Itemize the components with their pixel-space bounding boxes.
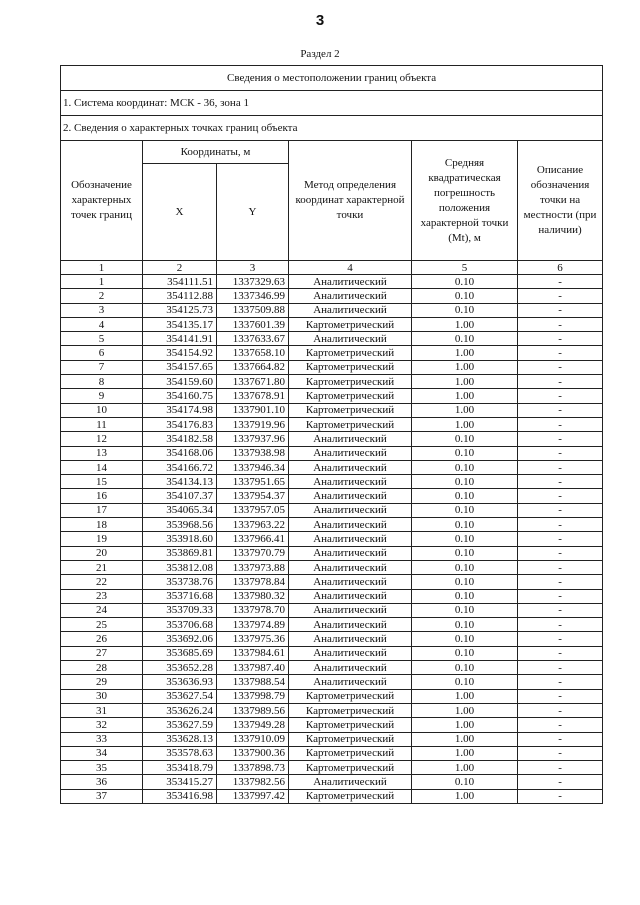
description-cell: - bbox=[518, 618, 603, 632]
x-coord-cell: 353918.60 bbox=[143, 532, 217, 546]
table-row bbox=[61, 761, 603, 775]
table-title: Сведения о местоположении границ объекта bbox=[61, 66, 603, 91]
error-cell: 1.00 bbox=[412, 389, 518, 403]
description-cell: - bbox=[518, 646, 603, 660]
x-coord-cell: 354176.83 bbox=[143, 417, 217, 431]
point-id-cell: 12 bbox=[61, 432, 143, 446]
table-row bbox=[61, 589, 603, 603]
point-id-cell: 34 bbox=[61, 746, 143, 760]
method-cell: Картометрический bbox=[289, 689, 412, 703]
table-row bbox=[61, 489, 603, 503]
point-id-cell: 4 bbox=[61, 317, 143, 331]
error-cell: 1.00 bbox=[412, 746, 518, 760]
point-id-cell: 16 bbox=[61, 489, 143, 503]
x-coord-cell: 353418.79 bbox=[143, 761, 217, 775]
description-cell: - bbox=[518, 389, 603, 403]
y-coord-cell: 1337601.39 bbox=[217, 317, 289, 331]
header-method: Метод определения координат характерной точки bbox=[289, 141, 412, 261]
x-coord-cell: 354141.91 bbox=[143, 332, 217, 346]
y-coord-cell: 1337346.99 bbox=[217, 289, 289, 303]
description-cell: - bbox=[518, 718, 603, 732]
method-cell: Картометрический bbox=[289, 703, 412, 717]
table-row bbox=[61, 575, 603, 589]
y-coord-cell: 1337949.28 bbox=[217, 718, 289, 732]
x-coord-cell: 353706.68 bbox=[143, 618, 217, 632]
error-cell: 1.00 bbox=[412, 761, 518, 775]
point-id-cell: 33 bbox=[61, 732, 143, 746]
error-cell: 1.00 bbox=[412, 417, 518, 431]
description-cell: - bbox=[518, 661, 603, 675]
table-row bbox=[61, 432, 603, 446]
method-cell: Картометрический bbox=[289, 360, 412, 374]
point-id-cell: 14 bbox=[61, 460, 143, 474]
x-coord-cell: 354174.98 bbox=[143, 403, 217, 417]
y-coord-cell: 1337938.98 bbox=[217, 446, 289, 460]
column-number: 5 bbox=[412, 261, 518, 275]
method-cell: Аналитический bbox=[289, 303, 412, 317]
coord-system-row bbox=[61, 91, 603, 116]
error-cell: 1.00 bbox=[412, 689, 518, 703]
point-id-cell: 6 bbox=[61, 346, 143, 360]
point-id-cell: 28 bbox=[61, 661, 143, 675]
method-cell: Картометрический bbox=[289, 317, 412, 331]
x-coord-cell: 354125.73 bbox=[143, 303, 217, 317]
description-cell: - bbox=[518, 475, 603, 489]
table-row bbox=[61, 289, 603, 303]
y-coord-cell: 1337970.79 bbox=[217, 546, 289, 560]
table-row bbox=[61, 703, 603, 717]
x-coord-cell: 354065.34 bbox=[143, 503, 217, 517]
point-id-cell: 2 bbox=[61, 289, 143, 303]
error-cell: 0.10 bbox=[412, 489, 518, 503]
error-cell: 1.00 bbox=[412, 317, 518, 331]
table-row bbox=[61, 460, 603, 474]
description-cell: - bbox=[518, 775, 603, 789]
table-row bbox=[61, 317, 603, 331]
point-id-cell: 35 bbox=[61, 761, 143, 775]
error-cell: 0.10 bbox=[412, 775, 518, 789]
error-cell: 0.10 bbox=[412, 303, 518, 317]
error-cell: 0.10 bbox=[412, 475, 518, 489]
y-coord-cell: 1337910.09 bbox=[217, 732, 289, 746]
description-cell: - bbox=[518, 518, 603, 532]
method-cell: Аналитический bbox=[289, 603, 412, 617]
y-coord-cell: 1337946.34 bbox=[217, 460, 289, 474]
y-coord-cell: 1337633.67 bbox=[217, 332, 289, 346]
y-coord-cell: 1337329.63 bbox=[217, 275, 289, 289]
points-caption-row bbox=[61, 116, 603, 141]
table-row bbox=[61, 732, 603, 746]
table-row bbox=[61, 475, 603, 489]
description-cell: - bbox=[518, 761, 603, 775]
table-row bbox=[61, 618, 603, 632]
point-id-cell: 27 bbox=[61, 646, 143, 660]
x-coord-cell: 353968.56 bbox=[143, 518, 217, 532]
y-coord-cell: 1337966.41 bbox=[217, 532, 289, 546]
description-cell: - bbox=[518, 675, 603, 689]
error-cell: 1.00 bbox=[412, 360, 518, 374]
method-cell: Аналитический bbox=[289, 661, 412, 675]
description-cell: - bbox=[518, 303, 603, 317]
header-coords: Координаты, м bbox=[143, 141, 289, 164]
point-id-cell: 30 bbox=[61, 689, 143, 703]
x-coord-cell: 354160.75 bbox=[143, 389, 217, 403]
table-row bbox=[61, 646, 603, 660]
error-cell: 0.10 bbox=[412, 575, 518, 589]
method-cell: Аналитический bbox=[289, 503, 412, 517]
point-id-cell: 3 bbox=[61, 303, 143, 317]
point-id-cell: 18 bbox=[61, 518, 143, 532]
method-cell: Аналитический bbox=[289, 489, 412, 503]
x-coord-cell: 354168.06 bbox=[143, 446, 217, 460]
table-row bbox=[61, 632, 603, 646]
table-row bbox=[61, 746, 603, 760]
method-cell: Аналитический bbox=[289, 289, 412, 303]
table-row bbox=[61, 503, 603, 517]
error-cell: 0.10 bbox=[412, 460, 518, 474]
table-row bbox=[61, 446, 603, 460]
x-coord-cell: 353738.76 bbox=[143, 575, 217, 589]
error-cell: 0.10 bbox=[412, 661, 518, 675]
table-row bbox=[61, 532, 603, 546]
description-cell: - bbox=[518, 632, 603, 646]
point-id-cell: 13 bbox=[61, 446, 143, 460]
description-cell: - bbox=[518, 317, 603, 331]
method-cell: Аналитический bbox=[289, 632, 412, 646]
table-row bbox=[61, 560, 603, 574]
y-coord-cell: 1337957.05 bbox=[217, 503, 289, 517]
y-coord-cell: 1337900.36 bbox=[217, 746, 289, 760]
method-cell: Картометрический bbox=[289, 789, 412, 803]
error-cell: 0.10 bbox=[412, 632, 518, 646]
x-coord-cell: 353636.93 bbox=[143, 675, 217, 689]
x-coord-cell: 353578.63 bbox=[143, 746, 217, 760]
x-coord-cell: 353628.13 bbox=[143, 732, 217, 746]
y-coord-cell: 1337937.96 bbox=[217, 432, 289, 446]
error-cell: 1.00 bbox=[412, 732, 518, 746]
y-coord-cell: 1337974.89 bbox=[217, 618, 289, 632]
y-coord-cell: 1337664.82 bbox=[217, 360, 289, 374]
method-cell: Аналитический bbox=[289, 275, 412, 289]
description-cell: - bbox=[518, 346, 603, 360]
description-cell: - bbox=[518, 589, 603, 603]
point-id-cell: 21 bbox=[61, 560, 143, 574]
table-row bbox=[61, 389, 603, 403]
x-coord-cell: 353709.33 bbox=[143, 603, 217, 617]
point-id-cell: 17 bbox=[61, 503, 143, 517]
section-label: Раздел 2 bbox=[300, 48, 340, 60]
error-cell: 0.10 bbox=[412, 532, 518, 546]
point-id-cell: 24 bbox=[61, 603, 143, 617]
boundary-points-table bbox=[60, 65, 603, 804]
y-coord-cell: 1337973.88 bbox=[217, 560, 289, 574]
table-row bbox=[61, 789, 603, 803]
point-id-cell: 37 bbox=[61, 789, 143, 803]
column-number: 1 bbox=[61, 261, 143, 275]
y-coord-cell: 1337989.56 bbox=[217, 703, 289, 717]
y-coord-cell: 1337998.79 bbox=[217, 689, 289, 703]
method-cell: Аналитический bbox=[289, 560, 412, 574]
y-coord-cell: 1337975.36 bbox=[217, 632, 289, 646]
point-id-cell: 25 bbox=[61, 618, 143, 632]
method-cell: Аналитический bbox=[289, 675, 412, 689]
method-cell: Аналитический bbox=[289, 618, 412, 632]
x-coord-cell: 354135.17 bbox=[143, 317, 217, 331]
point-id-cell: 7 bbox=[61, 360, 143, 374]
method-cell: Картометрический bbox=[289, 346, 412, 360]
method-cell: Аналитический bbox=[289, 646, 412, 660]
method-cell: Картометрический bbox=[289, 375, 412, 389]
table-body bbox=[61, 275, 603, 804]
y-coord-cell: 1337954.37 bbox=[217, 489, 289, 503]
description-cell: - bbox=[518, 689, 603, 703]
method-cell: Аналитический bbox=[289, 532, 412, 546]
error-cell: 1.00 bbox=[412, 703, 518, 717]
table-row bbox=[61, 675, 603, 689]
method-cell: Аналитический bbox=[289, 432, 412, 446]
point-id-cell: 31 bbox=[61, 703, 143, 717]
column-number: 3 bbox=[217, 261, 289, 275]
description-cell: - bbox=[518, 575, 603, 589]
x-coord-cell: 353716.68 bbox=[143, 589, 217, 603]
header-y: Y bbox=[217, 164, 289, 261]
point-id-cell: 22 bbox=[61, 575, 143, 589]
table-row bbox=[61, 360, 603, 374]
y-coord-cell: 1337987.40 bbox=[217, 661, 289, 675]
column-number: 6 bbox=[518, 261, 603, 275]
error-cell: 0.10 bbox=[412, 332, 518, 346]
table-row bbox=[61, 518, 603, 532]
table-row bbox=[61, 375, 603, 389]
description-cell: - bbox=[518, 375, 603, 389]
description-cell: - bbox=[518, 746, 603, 760]
x-coord-cell: 353869.81 bbox=[143, 546, 217, 560]
y-coord-cell: 1337671.80 bbox=[217, 375, 289, 389]
y-coord-cell: 1337678.91 bbox=[217, 389, 289, 403]
description-cell: - bbox=[518, 732, 603, 746]
error-cell: 0.10 bbox=[412, 446, 518, 460]
y-coord-cell: 1337951.65 bbox=[217, 475, 289, 489]
error-cell: 0.10 bbox=[412, 603, 518, 617]
x-coord-cell: 353627.54 bbox=[143, 689, 217, 703]
point-id-cell: 36 bbox=[61, 775, 143, 789]
description-cell: - bbox=[518, 546, 603, 560]
description-cell: - bbox=[518, 560, 603, 574]
error-cell: 1.00 bbox=[412, 789, 518, 803]
error-cell: 0.10 bbox=[412, 289, 518, 303]
table-row bbox=[61, 303, 603, 317]
description-cell: - bbox=[518, 489, 603, 503]
method-cell: Картометрический bbox=[289, 417, 412, 431]
table-title-row bbox=[61, 66, 603, 91]
table-row bbox=[61, 403, 603, 417]
method-cell: Аналитический bbox=[289, 589, 412, 603]
points-caption: 2. Сведения о характерных точках границ объекта bbox=[61, 116, 603, 141]
method-cell: Картометрический bbox=[289, 389, 412, 403]
x-coord-cell: 353627.59 bbox=[143, 718, 217, 732]
table-row bbox=[61, 689, 603, 703]
method-cell: Аналитический bbox=[289, 446, 412, 460]
description-cell: - bbox=[518, 446, 603, 460]
y-coord-cell: 1337988.54 bbox=[217, 675, 289, 689]
y-coord-cell: 1337980.32 bbox=[217, 589, 289, 603]
y-coord-cell: 1337978.70 bbox=[217, 603, 289, 617]
y-coord-cell: 1337658.10 bbox=[217, 346, 289, 360]
y-coord-cell: 1337997.42 bbox=[217, 789, 289, 803]
x-coord-cell: 354159.60 bbox=[143, 375, 217, 389]
table-row bbox=[61, 546, 603, 560]
table-row bbox=[61, 718, 603, 732]
error-cell: 1.00 bbox=[412, 403, 518, 417]
description-cell: - bbox=[518, 403, 603, 417]
header-error: Средняя квадратическая погрешность положения характерной точки (Mt), м bbox=[412, 141, 518, 261]
header-x: X bbox=[143, 164, 217, 261]
method-cell: Аналитический bbox=[289, 546, 412, 560]
description-cell: - bbox=[518, 460, 603, 474]
y-coord-cell: 1337919.96 bbox=[217, 417, 289, 431]
table-row bbox=[61, 346, 603, 360]
description-cell: - bbox=[518, 503, 603, 517]
error-cell: 0.10 bbox=[412, 589, 518, 603]
error-cell: 0.10 bbox=[412, 275, 518, 289]
y-coord-cell: 1337963.22 bbox=[217, 518, 289, 532]
column-number: 2 bbox=[143, 261, 217, 275]
error-cell: 0.10 bbox=[412, 560, 518, 574]
description-cell: - bbox=[518, 360, 603, 374]
point-id-cell: 11 bbox=[61, 417, 143, 431]
table-row bbox=[61, 332, 603, 346]
error-cell: 0.10 bbox=[412, 646, 518, 660]
description-cell: - bbox=[518, 432, 603, 446]
x-coord-cell: 354157.65 bbox=[143, 360, 217, 374]
header-row-top bbox=[61, 141, 603, 164]
x-coord-cell: 354112.88 bbox=[143, 289, 217, 303]
description-cell: - bbox=[518, 275, 603, 289]
point-id-cell: 19 bbox=[61, 532, 143, 546]
table-row bbox=[61, 661, 603, 675]
point-id-cell: 29 bbox=[61, 675, 143, 689]
error-cell: 0.10 bbox=[412, 518, 518, 532]
column-number: 4 bbox=[289, 261, 412, 275]
method-cell: Аналитический bbox=[289, 460, 412, 474]
y-coord-cell: 1337509.88 bbox=[217, 303, 289, 317]
point-id-cell: 15 bbox=[61, 475, 143, 489]
point-id-cell: 26 bbox=[61, 632, 143, 646]
method-cell: Аналитический bbox=[289, 475, 412, 489]
table-row bbox=[61, 603, 603, 617]
x-coord-cell: 353415.27 bbox=[143, 775, 217, 789]
x-coord-cell: 353685.69 bbox=[143, 646, 217, 660]
table-row bbox=[61, 417, 603, 431]
y-coord-cell: 1337901.10 bbox=[217, 403, 289, 417]
error-cell: 0.10 bbox=[412, 503, 518, 517]
description-cell: - bbox=[518, 332, 603, 346]
point-id-cell: 1 bbox=[61, 275, 143, 289]
method-cell: Картометрический bbox=[289, 718, 412, 732]
x-coord-cell: 353692.06 bbox=[143, 632, 217, 646]
description-cell: - bbox=[518, 289, 603, 303]
table-row bbox=[61, 275, 603, 289]
x-coord-cell: 353652.28 bbox=[143, 661, 217, 675]
column-number-row bbox=[61, 261, 603, 275]
error-cell: 0.10 bbox=[412, 618, 518, 632]
error-cell: 0.10 bbox=[412, 546, 518, 560]
method-cell: Картометрический bbox=[289, 732, 412, 746]
method-cell: Картометрический bbox=[289, 746, 412, 760]
method-cell: Картометрический bbox=[289, 761, 412, 775]
error-cell: 1.00 bbox=[412, 718, 518, 732]
coord-system: 1. Система координат: МСК - 36, зона 1 bbox=[61, 91, 603, 116]
x-coord-cell: 354182.58 bbox=[143, 432, 217, 446]
y-coord-cell: 1337898.73 bbox=[217, 761, 289, 775]
method-cell: Аналитический bbox=[289, 775, 412, 789]
error-cell: 0.10 bbox=[412, 432, 518, 446]
error-cell: 1.00 bbox=[412, 346, 518, 360]
x-coord-cell: 353626.24 bbox=[143, 703, 217, 717]
description-cell: - bbox=[518, 603, 603, 617]
table-row bbox=[61, 775, 603, 789]
x-coord-cell: 353416.98 bbox=[143, 789, 217, 803]
x-coord-cell: 353812.08 bbox=[143, 560, 217, 574]
point-id-cell: 32 bbox=[61, 718, 143, 732]
header-description: Описание обозначения точки на местности (при наличии) bbox=[518, 141, 603, 261]
point-id-cell: 5 bbox=[61, 332, 143, 346]
error-cell: 0.10 bbox=[412, 675, 518, 689]
point-id-cell: 8 bbox=[61, 375, 143, 389]
y-coord-cell: 1337984.61 bbox=[217, 646, 289, 660]
page-number: 3 bbox=[315, 12, 325, 29]
point-id-cell: 23 bbox=[61, 589, 143, 603]
x-coord-cell: 354166.72 bbox=[143, 460, 217, 474]
x-coord-cell: 354107.37 bbox=[143, 489, 217, 503]
error-cell: 1.00 bbox=[412, 375, 518, 389]
description-cell: - bbox=[518, 703, 603, 717]
method-cell: Аналитический bbox=[289, 518, 412, 532]
description-cell: - bbox=[518, 532, 603, 546]
y-coord-cell: 1337978.84 bbox=[217, 575, 289, 589]
header-point: Обозначение характерных точек границ bbox=[61, 141, 143, 261]
method-cell: Аналитический bbox=[289, 575, 412, 589]
y-coord-cell: 1337982.56 bbox=[217, 775, 289, 789]
point-id-cell: 9 bbox=[61, 389, 143, 403]
point-id-cell: 20 bbox=[61, 546, 143, 560]
description-cell: - bbox=[518, 789, 603, 803]
x-coord-cell: 354154.92 bbox=[143, 346, 217, 360]
description-cell: - bbox=[518, 417, 603, 431]
method-cell: Аналитический bbox=[289, 332, 412, 346]
point-id-cell: 10 bbox=[61, 403, 143, 417]
x-coord-cell: 354111.51 bbox=[143, 275, 217, 289]
method-cell: Картометрический bbox=[289, 403, 412, 417]
x-coord-cell: 354134.13 bbox=[143, 475, 217, 489]
